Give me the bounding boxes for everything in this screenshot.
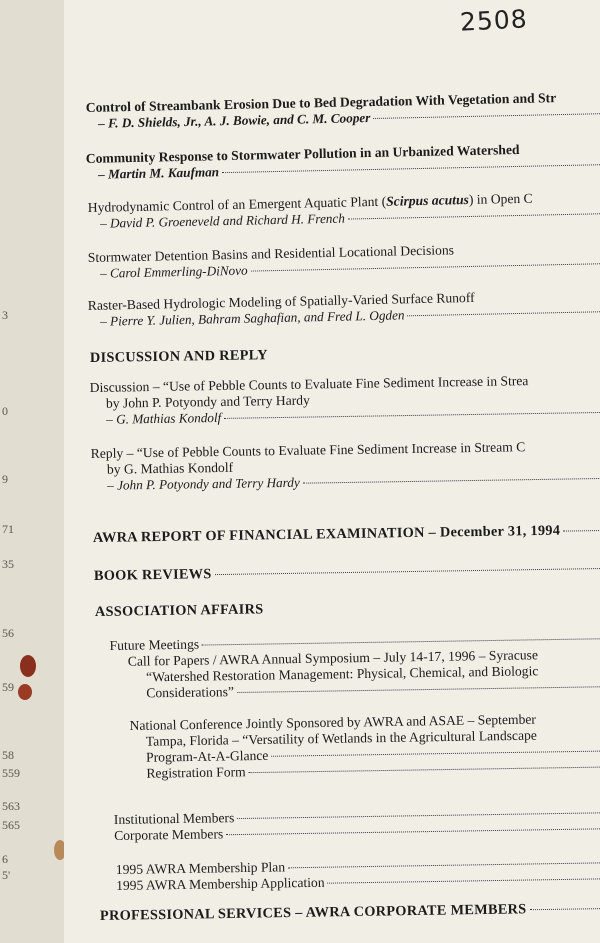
toc-entry (86, 88, 600, 132)
contents-page (64, 0, 600, 943)
discussion-author: – John P. Potyondy and Terry Hardy (107, 474, 300, 493)
awra-report-title: AWRA REPORT OF FINANCIAL EXAMINATION – December 31, 1994 (92, 522, 561, 546)
leader-dots (328, 878, 600, 884)
future-meetings-block (109, 630, 600, 702)
program-at-a-glance: Program-At-A-Glance (145, 747, 269, 765)
margin-number: 58 (2, 748, 14, 762)
leader-dots (222, 164, 600, 173)
leader-dots (251, 263, 600, 272)
membership-application: 1995 AWRA Membership Application (116, 874, 325, 893)
margin-number: 3 (2, 308, 8, 322)
margin-number: 559 (2, 766, 20, 780)
margin-number: 6 (2, 852, 8, 866)
margin-number: 565 (2, 818, 20, 832)
leader-dots (202, 638, 600, 646)
professional-services-title: PROFESSIONAL SERVICES – AWRA CORPORATE MEMBERS (99, 901, 527, 924)
entry-title: Community Response to Stormwater Pollution in an Urbanized Watershed (85, 141, 520, 167)
discussion-item (90, 371, 600, 428)
registration-form: Registration Form (146, 764, 246, 781)
margin-number: 0 (2, 404, 8, 418)
toc-entry (86, 139, 600, 183)
leader-dots (408, 311, 600, 316)
margin-number: 59 (2, 680, 14, 694)
margin-number: 56 (2, 626, 14, 640)
call-for-papers-line: Considerations” (146, 684, 235, 701)
book-reviews-entry (94, 560, 600, 585)
toc-entry (88, 188, 600, 232)
leader-dots (288, 862, 600, 868)
national-conference-line: National Conference Jointly Sponsored by AWRA and ASAE – September (129, 711, 536, 734)
discussion-item (91, 437, 600, 494)
entry-title: Control of Streambank Erosion Due to Bed Degradation With Vegetation and Str (85, 90, 557, 116)
rust-stain (18, 684, 32, 700)
leader-dots (529, 908, 600, 910)
toc-entry (88, 238, 600, 282)
leader-dots (249, 766, 600, 773)
leader-dots (224, 412, 600, 419)
leader-dots (271, 750, 600, 756)
margin-number: 563 (2, 799, 20, 813)
entry-author: – F. D. Shields, Jr., A. J. Bowie, and C. M. Cooper (97, 110, 371, 131)
entry-title: Raster-Based Hydrologic Modeling of Spatially-Varied Surface Runoff (87, 289, 475, 314)
members-block (114, 804, 600, 844)
leader-dots (373, 113, 600, 119)
left-margin-strip (0, 0, 66, 943)
call-for-papers-line: Call for Papers / AWRA Annual Symposium – July 14-17, 1996 – Syracuse (127, 647, 539, 669)
toc-entry (88, 286, 600, 330)
future-meetings-label: Future Meetings (109, 636, 200, 654)
professional-services-entry (100, 900, 600, 925)
section-heading-discussion: DISCUSSION AND REPLY (89, 347, 268, 366)
national-conference-block (129, 710, 600, 782)
membership-block (116, 854, 600, 894)
discussion-title: Reply – “Use of Pebble Counts to Evaluate Fine Sediment Increase in Stream C (90, 439, 526, 462)
rust-stain (20, 655, 36, 677)
entry-title: Hydrodynamic Control of an Emergent Aquatic Plant (Scirpus acutus) in Open C (87, 190, 533, 216)
margin-number: 5' (2, 868, 11, 882)
section-heading-association: ASSOCIATION AFFAIRS (94, 601, 264, 620)
leader-dots (348, 213, 600, 220)
institutional-members: Institutional Members (113, 810, 235, 828)
entry-title: Stormwater Detention Basins and Residential Locational Decisions (87, 242, 455, 266)
leader-dots (215, 568, 600, 576)
leader-dots (226, 828, 600, 835)
discussion-byline: by John P. Potyondy and Terry Hardy (105, 392, 310, 411)
leader-dots (563, 530, 600, 532)
book-reviews-title: BOOK REVIEWS (93, 566, 212, 584)
call-for-papers-line: “Watershed Restoration Management: Physical, Chemical, and Biologic (145, 663, 539, 685)
entry-author: – Carol Emmerling-DiNovo (99, 262, 248, 281)
entry-author: – Pierre Y. Julien, Bahram Saghafian, and Fred L. Ogden (99, 307, 405, 329)
margin-number: 71 (2, 522, 14, 536)
awra-report-entry (93, 522, 600, 547)
margin-number: 35 (2, 557, 14, 571)
leader-dots (303, 478, 600, 484)
entry-author: – David P. Groeneveld and Richard H. French (99, 210, 346, 231)
leader-dots (237, 812, 600, 819)
discussion-byline: by G. Mathias Kondolf (106, 459, 234, 477)
leader-dots (237, 686, 600, 693)
discussion-author: – G. Mathias Kondolf (106, 409, 222, 427)
national-conference-line: Tampa, Florida – “Versatility of Wetlands in the Agricultural Landscape (145, 727, 537, 749)
discussion-title: Discussion – “Use of Pebble Counts to Evaluate Fine Sediment Increase in Strea (89, 373, 529, 396)
margin-number: 9 (2, 472, 8, 486)
corporate-members: Corporate Members (114, 826, 224, 843)
membership-plan: 1995 AWRA Membership Plan (115, 859, 286, 878)
entry-author: – Martin M. Kaufman (97, 164, 220, 182)
handwritten-number: 2508 (459, 4, 529, 37)
